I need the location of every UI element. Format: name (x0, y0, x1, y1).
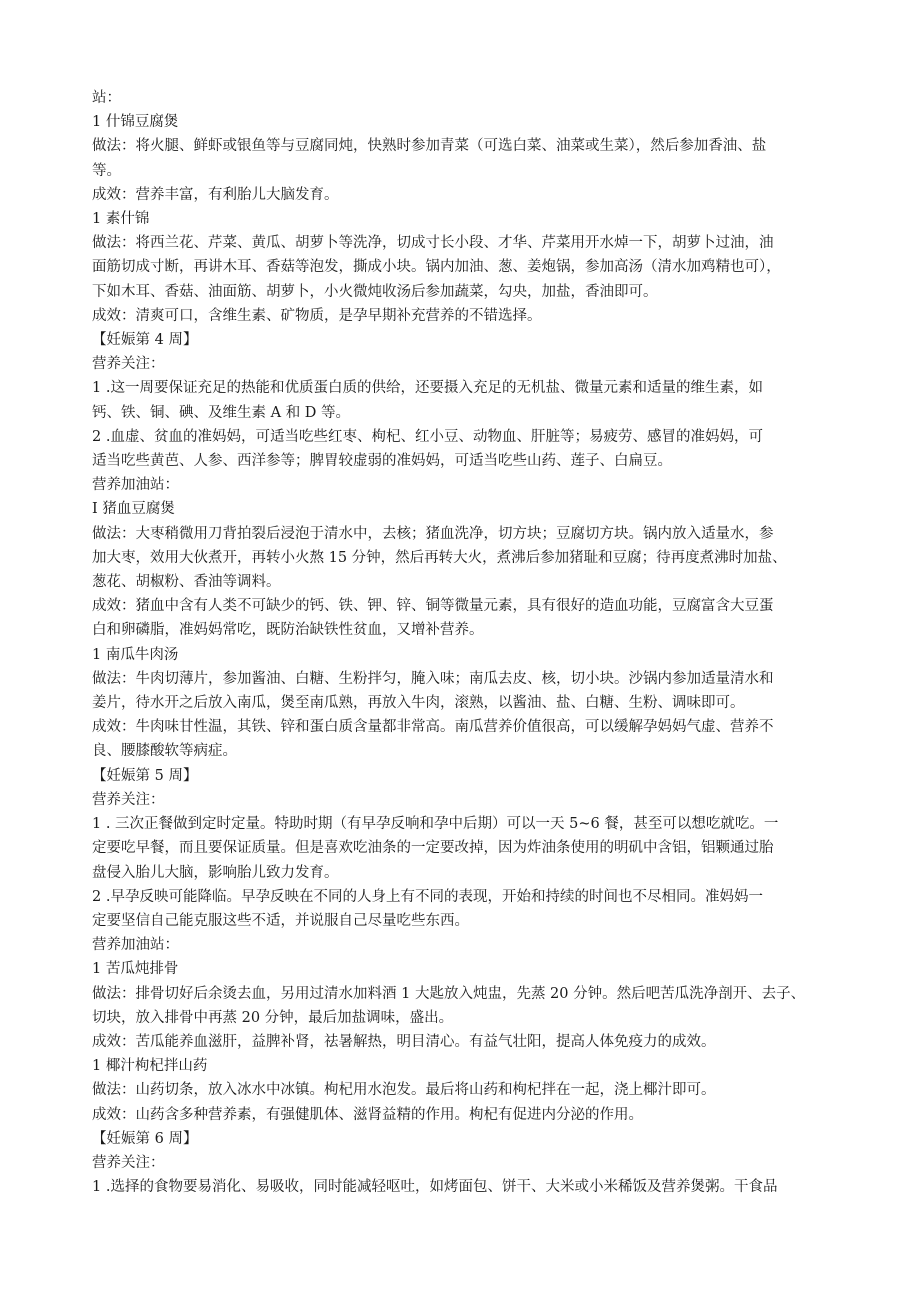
text-line: 【妊娠第 6 周】 (92, 1130, 198, 1147)
text-line: 姜片，待水开之后放入南瓜，煲至南瓜熟，再放入牛肉，滚熟，以酱油、盐、白糖、生粉、调味即可。 (92, 695, 745, 712)
text-line: 等。 (92, 162, 121, 179)
text-line: 适当吃些黄芭、人参、西洋参等；脾胃较虚弱的准妈妈，可适当吃些山药、莲子、白扁豆。 (92, 453, 672, 470)
text-line: 良、腰膝酸软等病症。 (92, 743, 237, 760)
text-line: 1 素什锦 (92, 211, 150, 228)
text-line: 站： (92, 90, 121, 106)
text-line: 白和卵磷脂，准妈妈常吃，既防治缺铁性贫血，又增补营养。 (92, 622, 484, 639)
text-line: 【妊娠第 5 周】 (92, 767, 198, 784)
text-line: 做法：将火腿、鲜虾或银鱼等与豆腐同炖，快熟时参加青菜（可选白菜、油菜或生菜），然后参加香油、盐 (92, 138, 767, 155)
text-line: 成效：清爽可口，含维生素、矿物质，是孕早期补充营养的不错选择。 (92, 307, 542, 324)
text-line: 1 椰汁枸杞拌山药 (92, 1058, 208, 1075)
text-line: 定要坚信自己能克服这些不适，并说服自己尽量吃些东西。 (92, 912, 469, 929)
document-body (92, 86, 832, 1199)
text-line: 2 .血虚、贫血的准妈妈，可适当吃些红枣、枸杞、红小豆、动物血、肝脏等；易疲劳、感冒的准妈妈，可 (92, 428, 763, 445)
text-lines (92, 86, 832, 1199)
text-line: 盘侵入胎儿大脑，影响胎儿致力发育。 (92, 864, 339, 881)
text-line: 切块，放入排骨中再蒸 20 分钟，最后加盐调味，盛出。 (92, 1009, 454, 1026)
text-line: 营养关注： (92, 791, 165, 808)
text-line: 成效：山药含多种营养素，有强健肌体、滋肾益精的作用。枸杞有促进内分泌的作用。 (92, 1106, 643, 1123)
text-line: 加大枣，效用大伙煮开，再转小火熬 15 分钟，然后再转大火，煮沸后参加猪耻和豆腐；待再度煮沸时加盐、 (92, 549, 787, 566)
text-line: 营养加油站： (92, 937, 179, 954)
text-line: 营养关注： (92, 1154, 165, 1171)
text-line: 【妊娠第 4 周】 (92, 332, 198, 349)
text-line: 钙、铁、铜、碘、及维生素 A 和 D 等。 (92, 404, 351, 421)
text-line: 做法：排骨切好后余烫去血，另用过清水加料酒 1 大匙放入炖盅，先蒸 20 分钟。然后吧苦瓜洗净剖开、去子、 (92, 985, 806, 1002)
text-line: 成效：牛肉味甘性温，其铁、锌和蛋白质含量都非常高。南瓜营养价值很高，可以缓解孕妈妈气虚、营养不 (92, 719, 774, 736)
text-line: 做法：牛肉切薄片，参加酱油、白糖、生粉拌匀，腌入味；南瓜去皮、核，切小块。沙锅内参加适量清水和 (92, 670, 774, 687)
text-line: 做法：山药切条，放入冰水中冰镇。枸杞用水泡发。最后将山药和枸杞拌在一起，浇上椰汁即可。 (92, 1082, 716, 1099)
text-line: 1 苦瓜炖排骨 (92, 961, 179, 978)
text-line: 定要吃早餐，而且要保证质量。但是喜欢吃油条的一定要改掉，因为炸油条使用的明矶中含铝，铝颗通过胎 (92, 840, 774, 857)
text-line: 面筋切成寸断，再讲木耳、香菇等泡发，撕成小块。锅内加油、葱、姜炮锅，参加高汤（清水加鸡精也可）， (92, 259, 781, 276)
text-line: 1 . 三次正餐做到定时定量。特助时期（有早孕反响和孕中后期）可以一天 5~6 餐，甚至可以想吃就吃。一 (92, 816, 779, 833)
text-line: 1 .这一周要保证充足的热能和优质蛋白质的供给，还要摄入充足的无机盐、微量元素和适量的维生素，如 (92, 380, 763, 397)
text-line: 1 什锦豆腐煲 (92, 114, 179, 131)
text-line: 做法：将西兰花、芹菜、黄瓜、胡萝卜等洗净，切成寸长小段、才华、芹菜用开水焯一下，胡萝卜过油，油 (92, 235, 774, 252)
text-line: 成效：营养丰富，有利胎儿大脑发育。 (92, 186, 339, 203)
text-line: I 猪血豆腐煲 (92, 501, 175, 518)
text-line: 葱花、胡椒粉、香油等调料。 (92, 574, 281, 591)
text-line: 成效：猪血中含有人类不可缺少的钙、铁、钾、锌、铜等微量元素，具有很好的造血功能，豆腐富含大豆蛋 (92, 598, 774, 615)
text-line: 营养关注： (92, 356, 165, 373)
text-line: 营养加油站： (92, 477, 179, 494)
text-line: 2 .早孕反映可能降临。早孕反映在不同的人身上有不同的表现，开始和持续的时间也不尽相同。准妈妈一 (92, 888, 763, 905)
text-line: 1 南瓜牛肉汤 (92, 646, 179, 663)
text-line: 下如木耳、香菇、油面筋、胡萝卜，小火微炖收汤后参加蔬菜，勾央，加盐，香油即可。 (92, 283, 658, 300)
text-line: 1 .选择的食物要易消化、易吸收，同时能减轻呕吐，如烤面包、饼干、大米或小米稀饭及营养煲粥。干食品 (92, 1179, 778, 1196)
text-line: 做法：大枣稍微用刀背拍裂后浸泡于清水中，去核；猪血洗净，切方块；豆腐切方块。锅内放入适量水，参 (92, 525, 774, 542)
text-line: 成效：苦瓜能养血滋肝，益脾补肾，祛暑解热，明目清心。有益气壮阳，提高人体免疫力的成效。 (92, 1033, 716, 1050)
